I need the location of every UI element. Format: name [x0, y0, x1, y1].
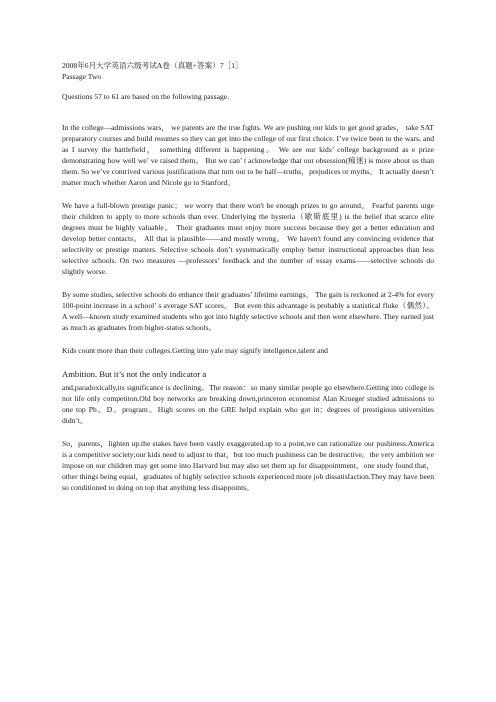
passage-label: Passage Two [62, 72, 102, 81]
document-body [62, 60, 434, 505]
document-title: 2008年6月大学英语六级考试A卷（真题+答案）7［1］ [62, 61, 243, 70]
paragraph-2: We have a full-blown prestige panic； we worry that there won't be enough prizes to go around。 Fearful parents urge their children to apply to more schools than ever. Underlying the hysteria（歇斯底里) is the belief that scarce elite degrees must be highly valuable。 Their graduates must enjoy more success because they get a better education and develop better contacts。 All that is plausible——and mostly wrong。 We haven't found any convincing evidence that selectivity or prestige matters. Selective schools don’t systematically employ better instructional approaches than less selective schools. On two measures —professors’ feedback and the number of essay exams——selective schools do slightly worse. [62, 201, 434, 276]
paragraph-3: By some studies, selective schools do enhance their graduates’ lifetime earnings。 The gain is reckoned at 2-4% for every 100-point increase in a school’ s average SAT scores。 But even this advantage is probably a statistical fluke（偶然）。 A well—known study examined students who got into highly selective schools and then went elsewhere. They earned just as much as graduates from higher-status schools。 [62, 290, 434, 332]
paragraph-5: Ambition. But it’s not the only indicator a [62, 369, 207, 379]
passage-instruction: Questions 57 to 61 are based on the following passage. [62, 92, 230, 101]
paragraph-6: and,paradoxically,its significance is declining。The reason：so many similar people go elsewhere.Getting into college is not life only competiton.Old boy networks are breaking down,princeton economist Alan Krueger studied admissions to one top Ph。D。program。High scores on the GRE helpd explain who got in；degrees of prestigious universities didn’t。 [62, 383, 434, 425]
paragraph-7: So，parents，lighten up.the stakes have been vastly exaggerated.up to a point,we can rationalize our pushiness.America is a competitive society;our kids need to adjust to that，but too much pushiness can be destructive。the very ambition we impose on our children may get some into Harvard but may also set them up for disappointment。one study found that，other things being equal，graduates of highly selective schools experienced more job dissatisfaction.They may have been so conditioned to doing on top that anything less disappoints。 [62, 439, 434, 492]
paragraph-4: Kids count more than their colleges.Getting into yale may signify intellgence,talent and [62, 346, 328, 355]
paragraph-1: In the college—admissions wars， we parents are the true fights. We are pushing our kids to get good grades， take SAT preparatory courses and build resumes so they can get into the college of our first choice. I’ve twice been to the wars, and as I survey the battlefield， something different is happening。 We see our kids’ college background as e prize demonstrating how well we’ ve raised them。 But we can’ t acknowledge that our obsession(痴迷) is more about us than them. So we’ve contrived various justifications that turn out to be half—truths，prejudices or myths。 It actually doesn’t matter much whether Aaron and Nicole go to Stanford。 [62, 123, 434, 187]
